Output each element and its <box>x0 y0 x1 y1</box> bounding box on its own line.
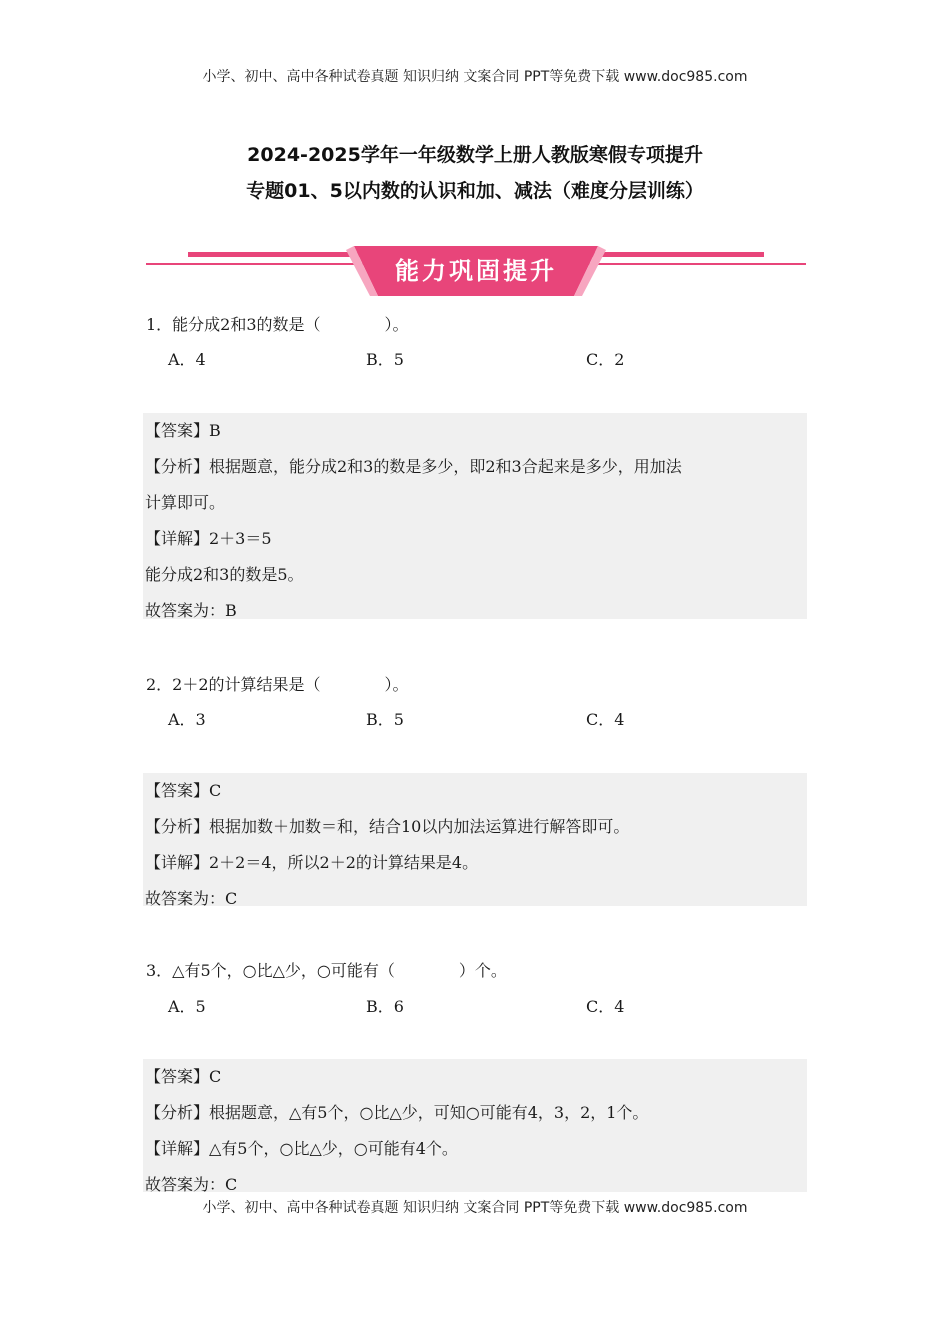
question-3-analysis: 【分析】根据题意，△有5个，○比△少，可知○可能有4，3，2，1个。 <box>145 1103 649 1122</box>
banner-label: 能力巩固提升 <box>395 257 557 285</box>
question-1-option-b: B．5 <box>366 350 404 369</box>
question-1-conclusion: 故答案为：B <box>145 601 237 620</box>
question-3-stem: 3．△有5个，○比△少，○可能有（ ）个。 <box>146 961 507 980</box>
question-3-conclusion: 故答案为：C <box>145 1175 238 1194</box>
document-title: 2024-2025学年一年级数学上册人教版寒假专项提升 <box>247 144 703 166</box>
question-2-answer-box <box>143 773 807 906</box>
question-3-option-c: C．4 <box>586 997 625 1016</box>
question-2-analysis: 【分析】根据加数＋加数＝和，结合10以内加法运算进行解答即可。 <box>145 817 630 836</box>
question-3-option-b: B．6 <box>366 997 404 1016</box>
question-3-option-a: A．5 <box>168 997 206 1016</box>
question-1-answer-box <box>143 413 807 619</box>
question-1-option-a: A．4 <box>168 350 206 369</box>
question-1-stem: 1．能分成2和3的数是（ ）。 <box>146 315 409 334</box>
question-2-option-c: C．4 <box>586 710 625 729</box>
question-3-answer: 【答案】C <box>145 1067 222 1086</box>
document-subtitle: 专题01、5以内数的认识和加、减法（难度分层训练） <box>246 180 704 202</box>
question-1-answer: 【答案】B <box>145 421 221 440</box>
question-2-stem: 2．2＋2的计算结果是（ ）。 <box>146 675 409 694</box>
question-1-analysis-cont: 计算即可。 <box>145 493 226 512</box>
question-1-detail-extra: 能分成2和3的数是5。 <box>145 565 304 584</box>
page-footer: 小学、初中、高中各种试卷真题 知识归纳 文案合同 PPT等免费下载 www.doc985.com <box>202 1200 748 1216</box>
question-2-option-b: B．5 <box>366 710 404 729</box>
question-3-detail: 【详解】△有5个，○比△少，○可能有4个。 <box>145 1139 458 1158</box>
question-1-option-c: C．2 <box>586 350 625 369</box>
section-banner <box>146 240 806 300</box>
question-2-answer: 【答案】C <box>145 781 222 800</box>
question-3-answer-box <box>143 1059 807 1192</box>
question-2-conclusion: 故答案为：C <box>145 889 238 908</box>
page-header: 小学、初中、高中各种试卷真题 知识归纳 文案合同 PPT等免费下载 www.doc985.com <box>202 69 748 85</box>
question-1-analysis: 【分析】根据题意，能分成2和3的数是多少，即2和3合起来是多少，用加法 <box>145 457 682 476</box>
question-1-detail: 【详解】2＋3＝5 <box>145 529 272 548</box>
question-2-option-a: A．3 <box>168 710 206 729</box>
question-2-detail: 【详解】2＋2＝4，所以2＋2的计算结果是4。 <box>145 853 479 872</box>
